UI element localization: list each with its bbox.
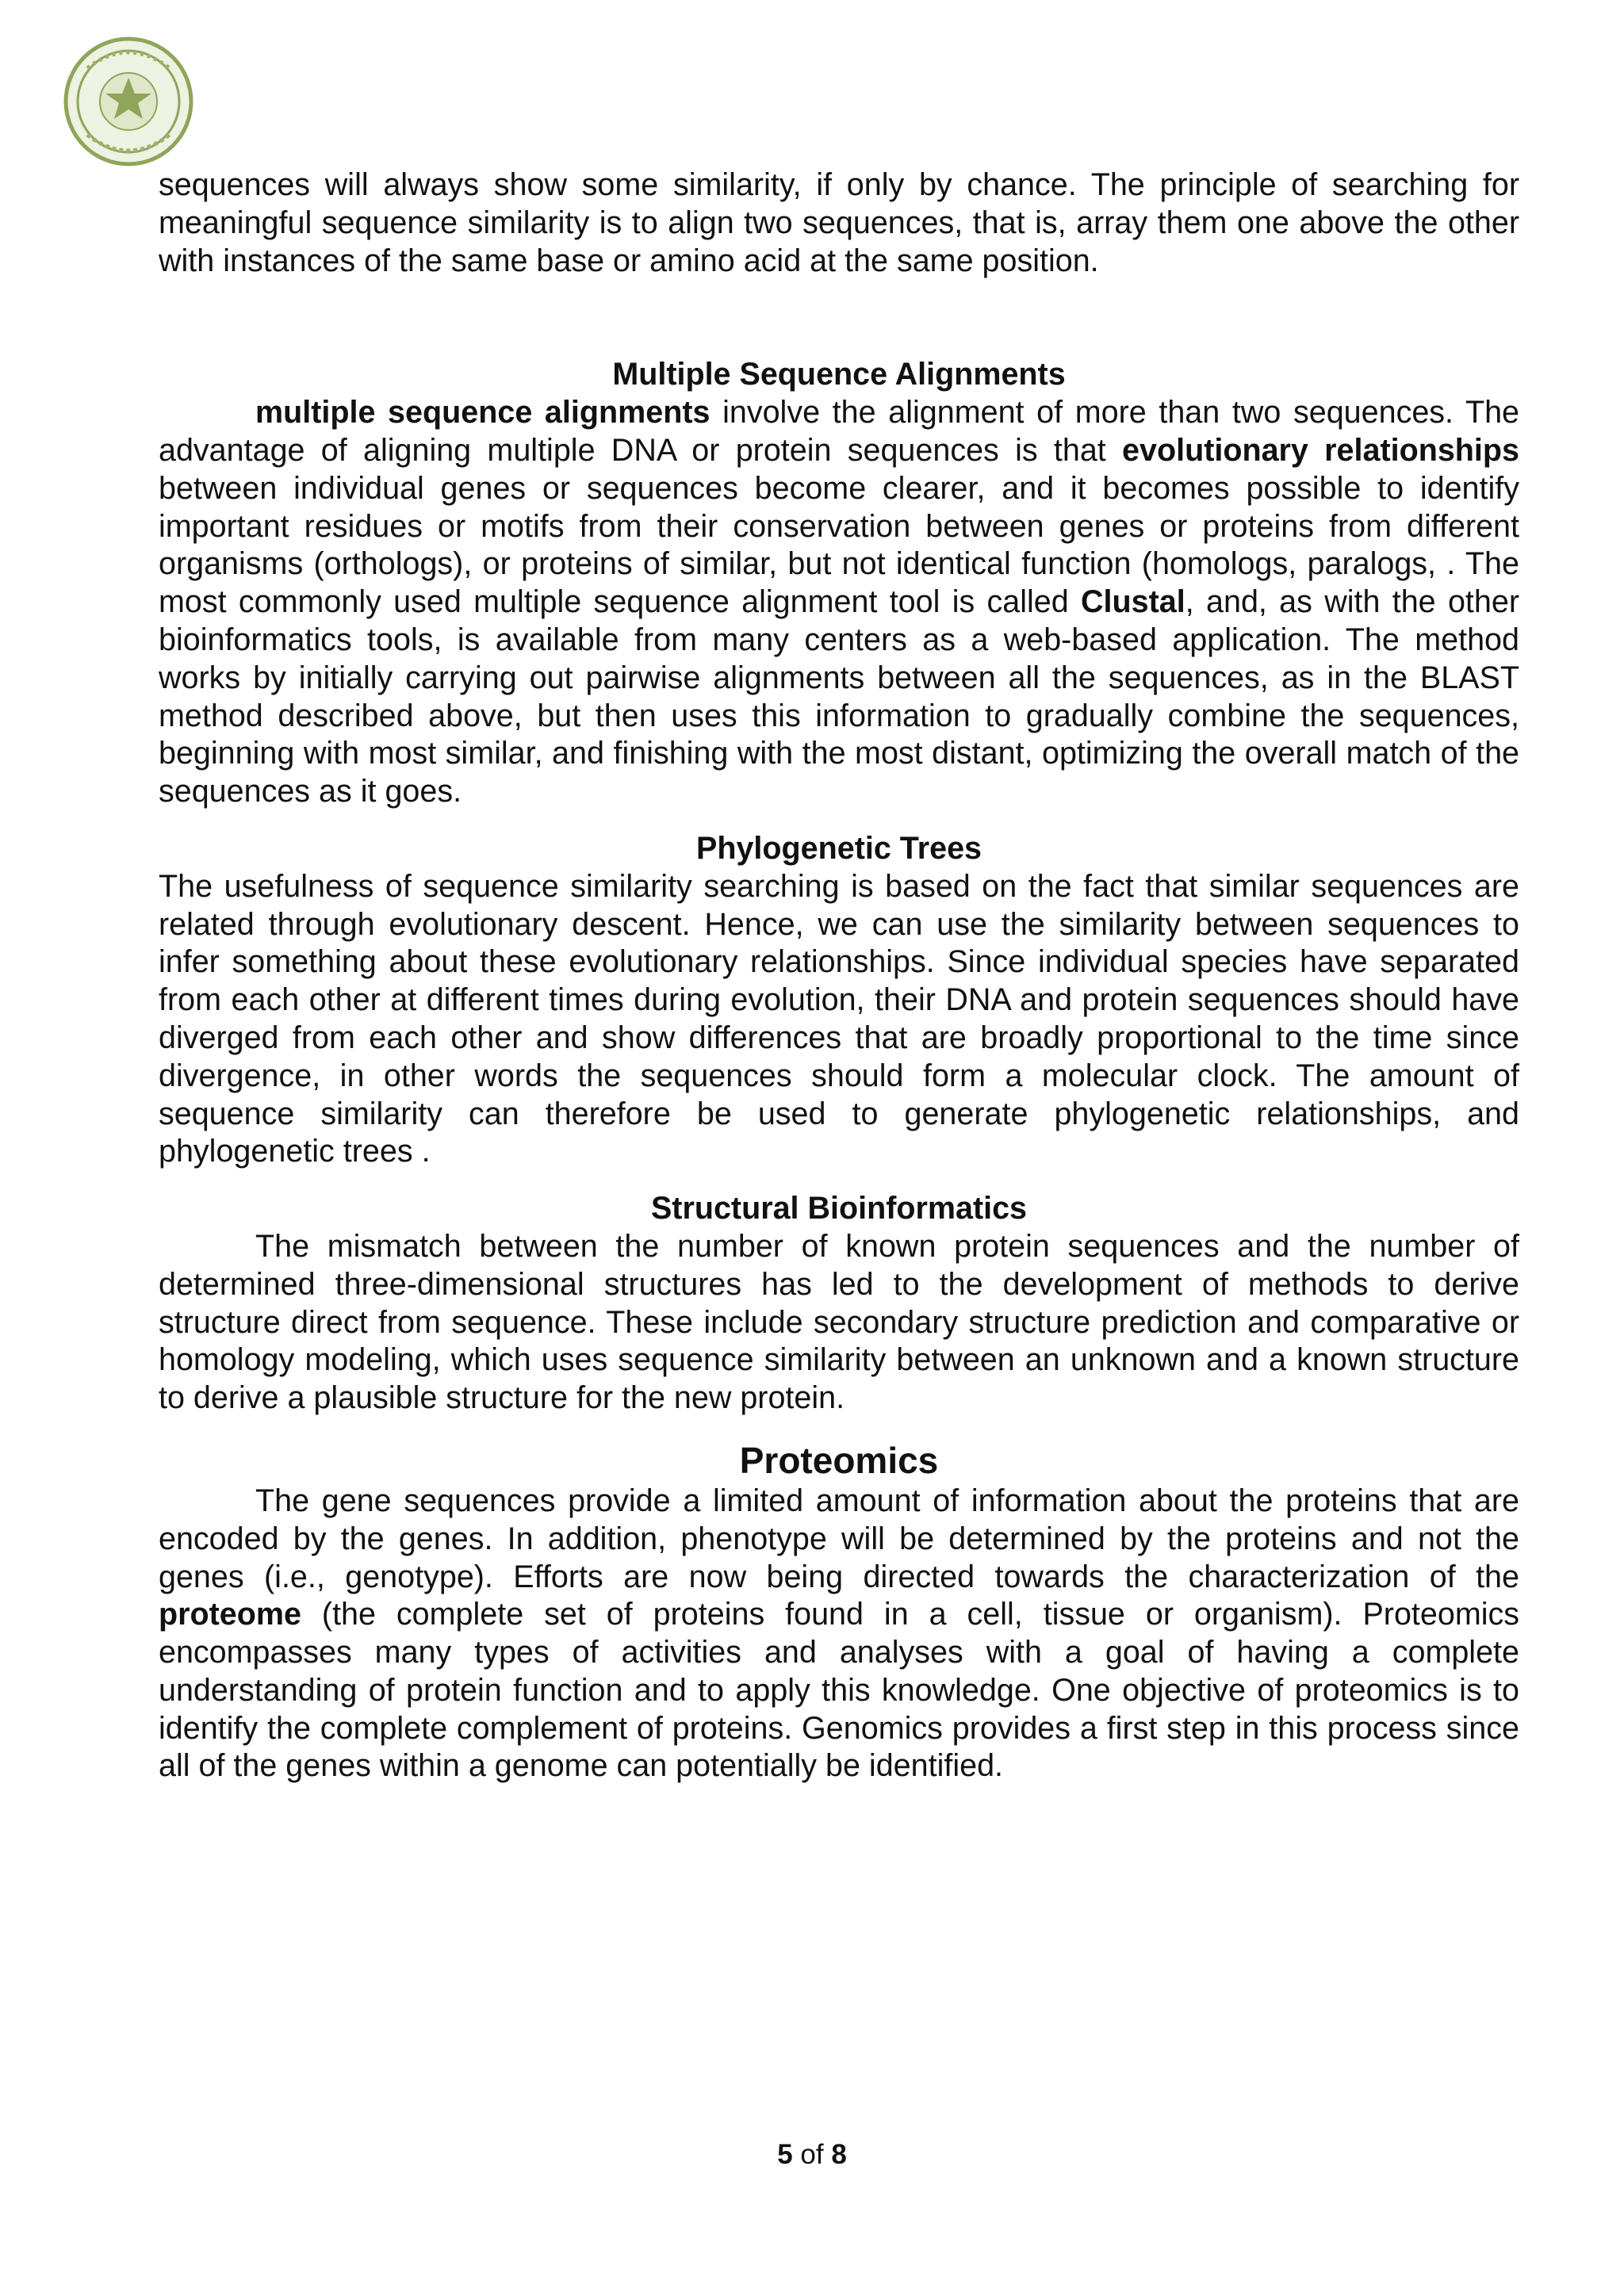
msa-paragraph (159, 394, 1519, 811)
phylo-heading: Phylogenetic Trees (695, 830, 982, 866)
msa-text-3: , and, as with the other bioinformatics tools, is available from many centers as a web-based application. The method works by initially carrying out pairwise alignments between all the sequences, as in the BLAST method described above, but then uses this information to gradually combine the sequences, beginning with most similar, and finishing with the most distant, optimizing the overall match of the sequences as it goes. (159, 584, 1519, 809)
proteomics-heading: Proteomics (739, 1439, 939, 1481)
page-content (159, 166, 1519, 1785)
page-number (0, 2139, 1624, 2171)
proteomics-text-2: (the complete set of proteins found in a cell, tissue or organism). Proteomics encompasses many types of activities and analyses with a goal of having a complete understanding of protein function and to apply this knowledge. One objective of proteomics is to identify the complete complement of proteins. Genomics provides a first step in this process since all of the genes within a genome can potentially be identified. (159, 1597, 1519, 1784)
proteomics-term-proteome: proteome (159, 1597, 301, 1632)
msa-term-clustal: Clustal (1081, 584, 1185, 620)
page-number-total: 8 (831, 2139, 847, 2170)
structural-paragraph: The mismatch between the number of known protein sequences and the number of determined three-dimensional structures has led to the development of methods to derive structure direct from sequence. These include secondary structure prediction and comparative or homology modeling, which uses sequence similarity between an unknown and a known structure to derive a plausible structure for the new protein. (159, 1228, 1519, 1416)
proteomics-paragraph (159, 1483, 1519, 1785)
page-number-of: of (800, 2139, 824, 2170)
msa-term-evolutionary-relationships: evolutionary relationships (1122, 432, 1519, 468)
structural-heading: Structural Bioinformatics (650, 1191, 1028, 1226)
msa-term-multiple-sequence-alignments: multiple sequence alignments (255, 395, 710, 430)
proteomics-text-1: The gene sequences provide a limited amount of information about the proteins that are encoded by the genes. In addition, phenotype will be determined by the proteins and not the genes (i.e., genotype). Efforts are now being directed towards the characterization of the (159, 1483, 1519, 1594)
phylo-paragraph: The usefulness of sequence similarity searching is based on the fact that similar sequences are related through evolutionary descent. Hence, we can use the similarity between sequences to infer something about these evolutionary relationships. Since individual species have separated from each other at different times during evolution, their DNA and protein sequences should have diverged from each other and show differences that are broadly proportional to the time since divergence, in other words the sequences should form a molecular clock. The amount of sequence similarity can therefore be used to generate phylogenetic relationships, and phylogenetic trees . (159, 868, 1519, 1169)
intro-paragraph: sequences will always show some similarity, if only by chance. The principle of searching for meaningful sequence similarity is to align two sequences, that is, array them one above the other with instances of the same base or amino acid at the same position. (159, 167, 1519, 278)
msa-text-1: involve the alignment of more than two sequences. The advantage of aligning multiple DNA or protein sequences is that (159, 395, 1520, 468)
university-seal-icon (63, 36, 193, 166)
msa-heading: Multiple Sequence Alignments (612, 357, 1066, 392)
msa-text-2: between individual genes or sequences become clearer, and it becomes possible to identify important residues or motifs from their conservation between genes or proteins from different organisms (orthologs), or proteins of similar, but not identical function (homologs, paralogs, . The most commonly used multiple sequence alignment tool is called (159, 470, 1519, 620)
page-number-current: 5 (777, 2139, 793, 2170)
